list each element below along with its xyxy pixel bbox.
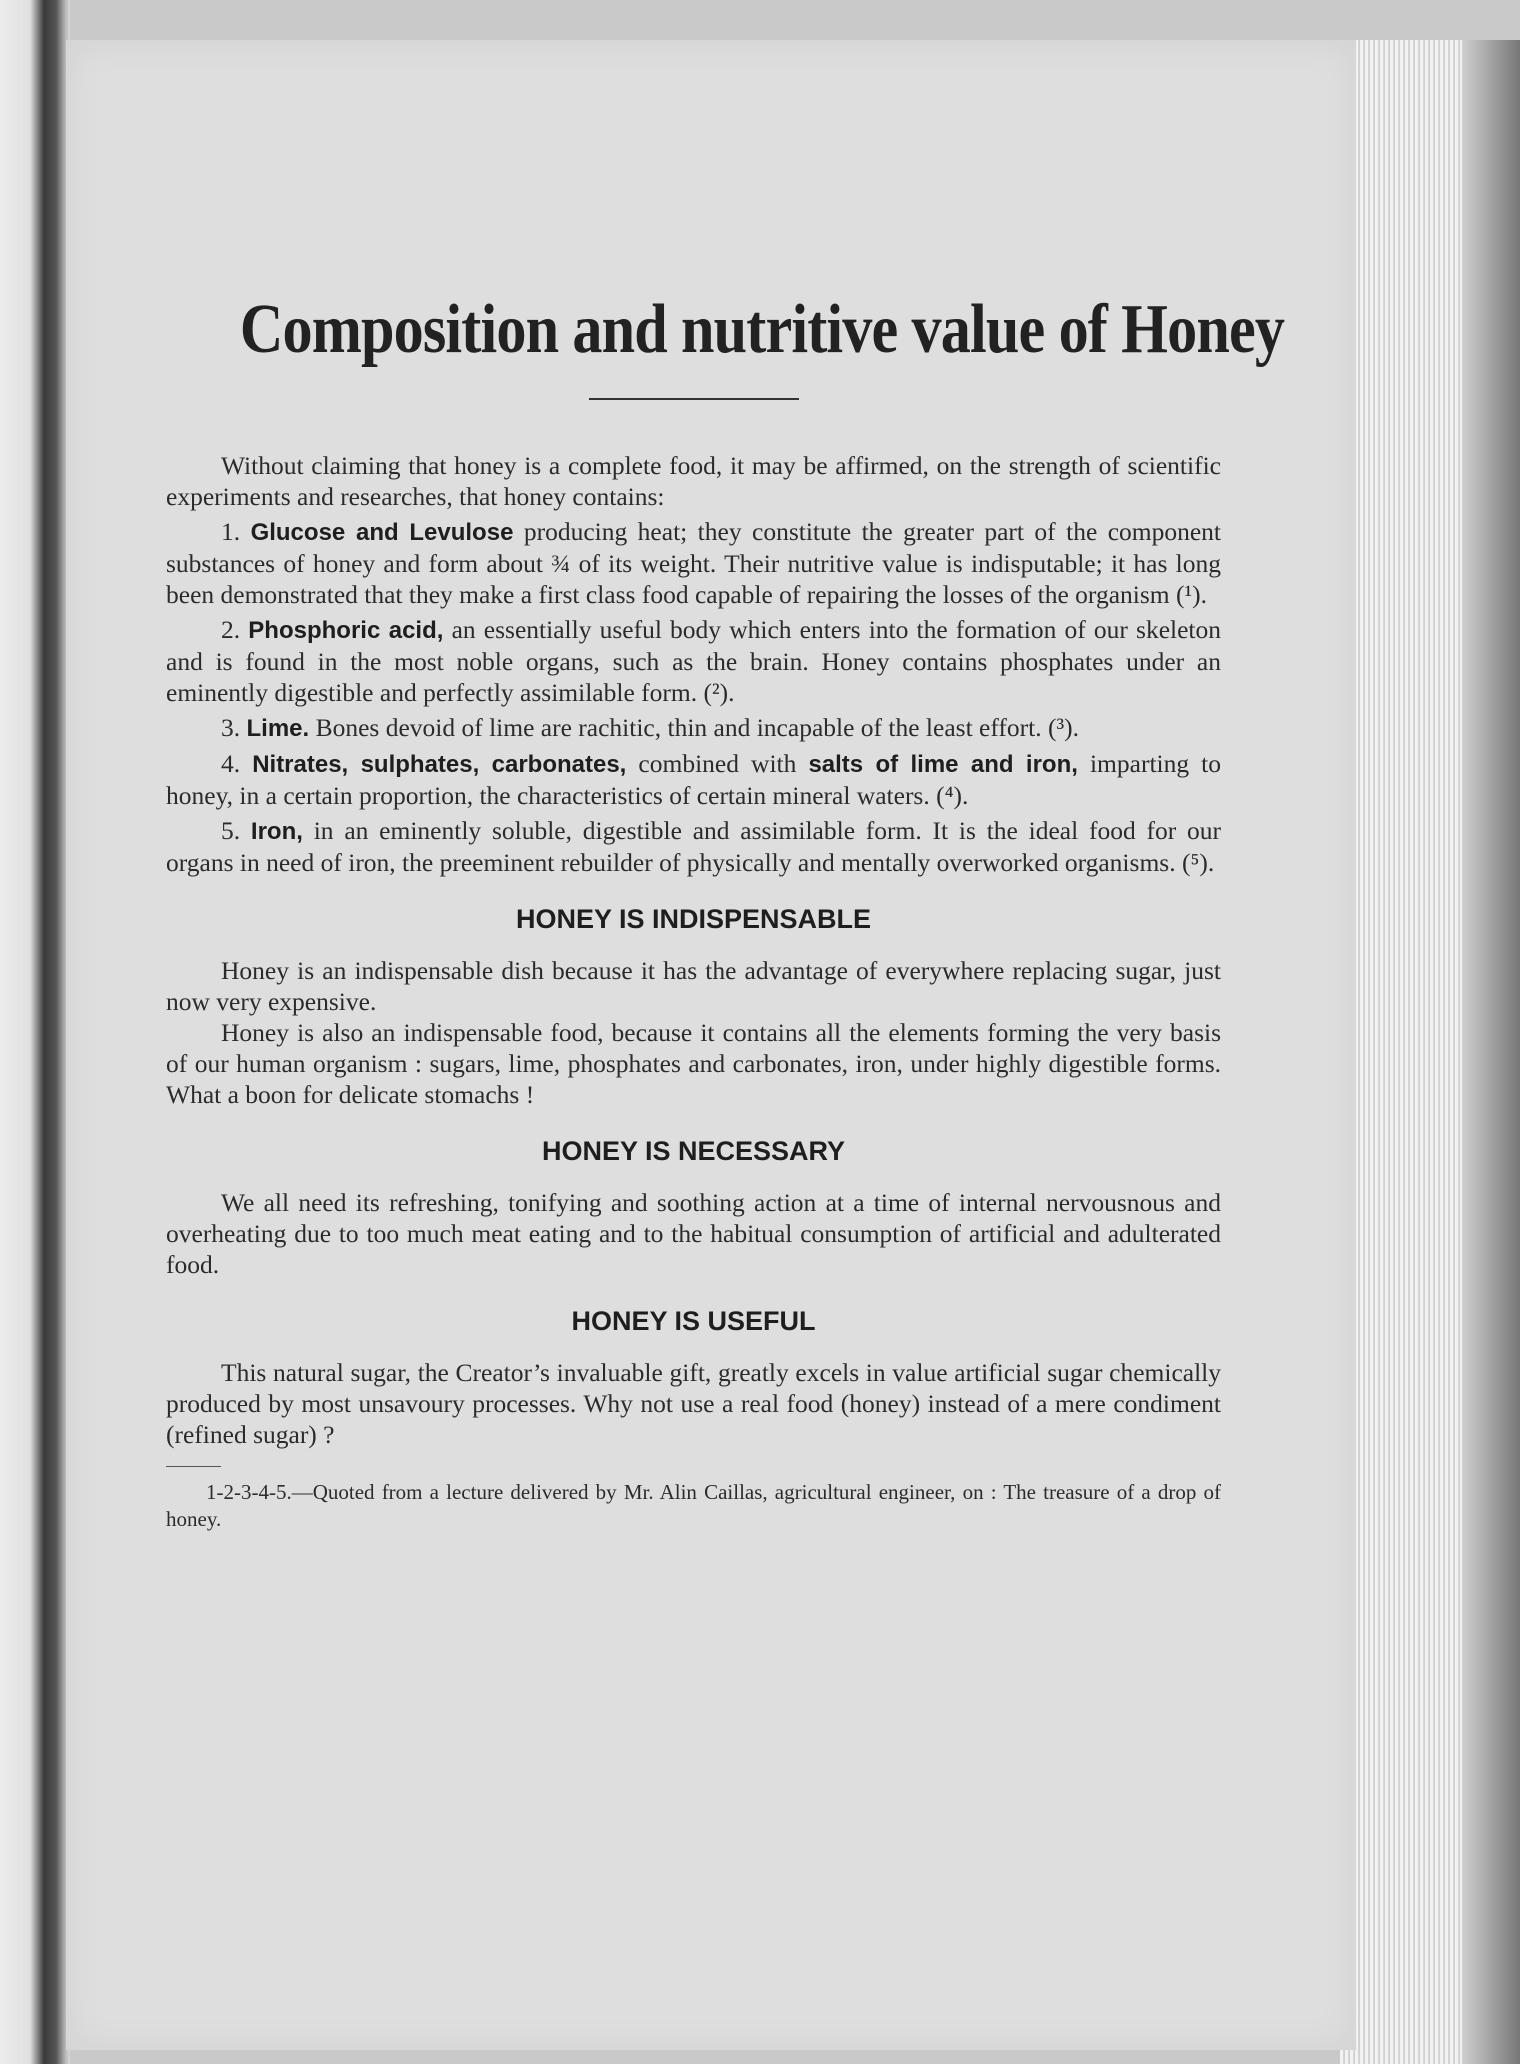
section-paragraph: We all need its refreshing, tonifying and soothing action at a time of internal nervousnous and overheating due to too much meat eating and to the habitual consumption of artificial and adulterated food. [166,1188,1221,1279]
list-item [166,516,1221,610]
item-bold-term: Lime. [246,715,310,742]
page-content [166,290,1285,1533]
section-heading-necessary: HONEY IS NECESSARY [541,1136,846,1166]
section-heading-useful: HONEY IS USEFUL [571,1306,816,1336]
item-bold-term-secondary: salts of lime and iron, [808,751,1078,778]
item-text: in an eminently soluble, digestible and assimilable form. It is the ideal food for our organs in need of iron, the preeminent rebuilder of physically and mentally overworked organisms. (⁵). [166,816,1222,877]
item-number: 4. [221,749,241,778]
page-title: Composition and nutritive value of Honey [239,291,1285,368]
intro-paragraph: Without claiming that honey is a complete food, it may be affirmed, on the strength of scientific experiments and researches, that honey contains: [166,451,1221,511]
list-item [166,614,1221,708]
section-paragraph: This natural sugar, the Creator’s invaluable gift, greatly excels in value artificial sugar chemically produced by most unsavoury processes. Why not use a real food (honey) instead of a mere condiment (refined sugar) ? [166,1358,1221,1449]
item-number: 3. [221,713,241,742]
book-binding-left [0,0,70,2064]
item-bold-term: Glucose and Levulose [250,519,514,546]
list-item [166,712,1221,744]
item-text: Bones devoid of lime are rachitic, thin and incapable of the least effort. (³). [309,713,1079,742]
item-number: 1. [221,517,241,546]
item-bold-term: Iron, [250,818,303,845]
title-rule [589,398,799,400]
book-edge-shadow [1462,40,1520,2064]
item-text-connector: combined with [626,749,809,778]
section-paragraph: Honey is also an indispensable food, because it contains all the elements forming the very basis of our human organism : sugars, lime, phosphates and carbonates, iron, under highly digestible forms. What a boon for delicate stomachs ! [166,1018,1221,1109]
list-item [166,748,1221,811]
item-number: 5. [221,816,241,845]
book-page [66,40,1356,2050]
item-number: 2. [221,615,241,644]
item-text: an essentially useful body which enters into the formation of our skeleton and is found in the most noble organs, such as the brain. Honey contains phosphates under an eminently digestible and perfectly assimilable form. (²). [166,615,1222,707]
list-item [166,815,1221,878]
item-text: imparting to honey, in a certain proportion, the characteristics of certain mineral waters. (⁴). [166,749,1222,810]
item-bold-term: Phosphoric acid, [248,617,444,644]
book-page-edges [1340,40,1520,2064]
section-heading-indispensable: HONEY IS INDISPENSABLE [515,904,872,934]
section-paragraph: Honey is an indispensable dish because it has the advantage of everywhere replacing sugar, just now very expensive. [166,956,1221,1016]
footnote: 1-2-3-4-5.—Quoted from a lecture delivered by Mr. Alin Caillas, agricultural engineer, on : The treasure of a drop of honey. [166,1480,1221,1531]
item-bold-term: Nitrates, sulphates, carbonates, [252,751,627,778]
item-text: producing heat; they constitute the greater part of the component substances of honey and form about ¾ of its weight. Their nutritive value is indisputable; it has long been demonstrated that they make a first class food capable of repairing the losses of the organism (¹). [166,517,1221,609]
footnote-rule [166,1466,221,1467]
